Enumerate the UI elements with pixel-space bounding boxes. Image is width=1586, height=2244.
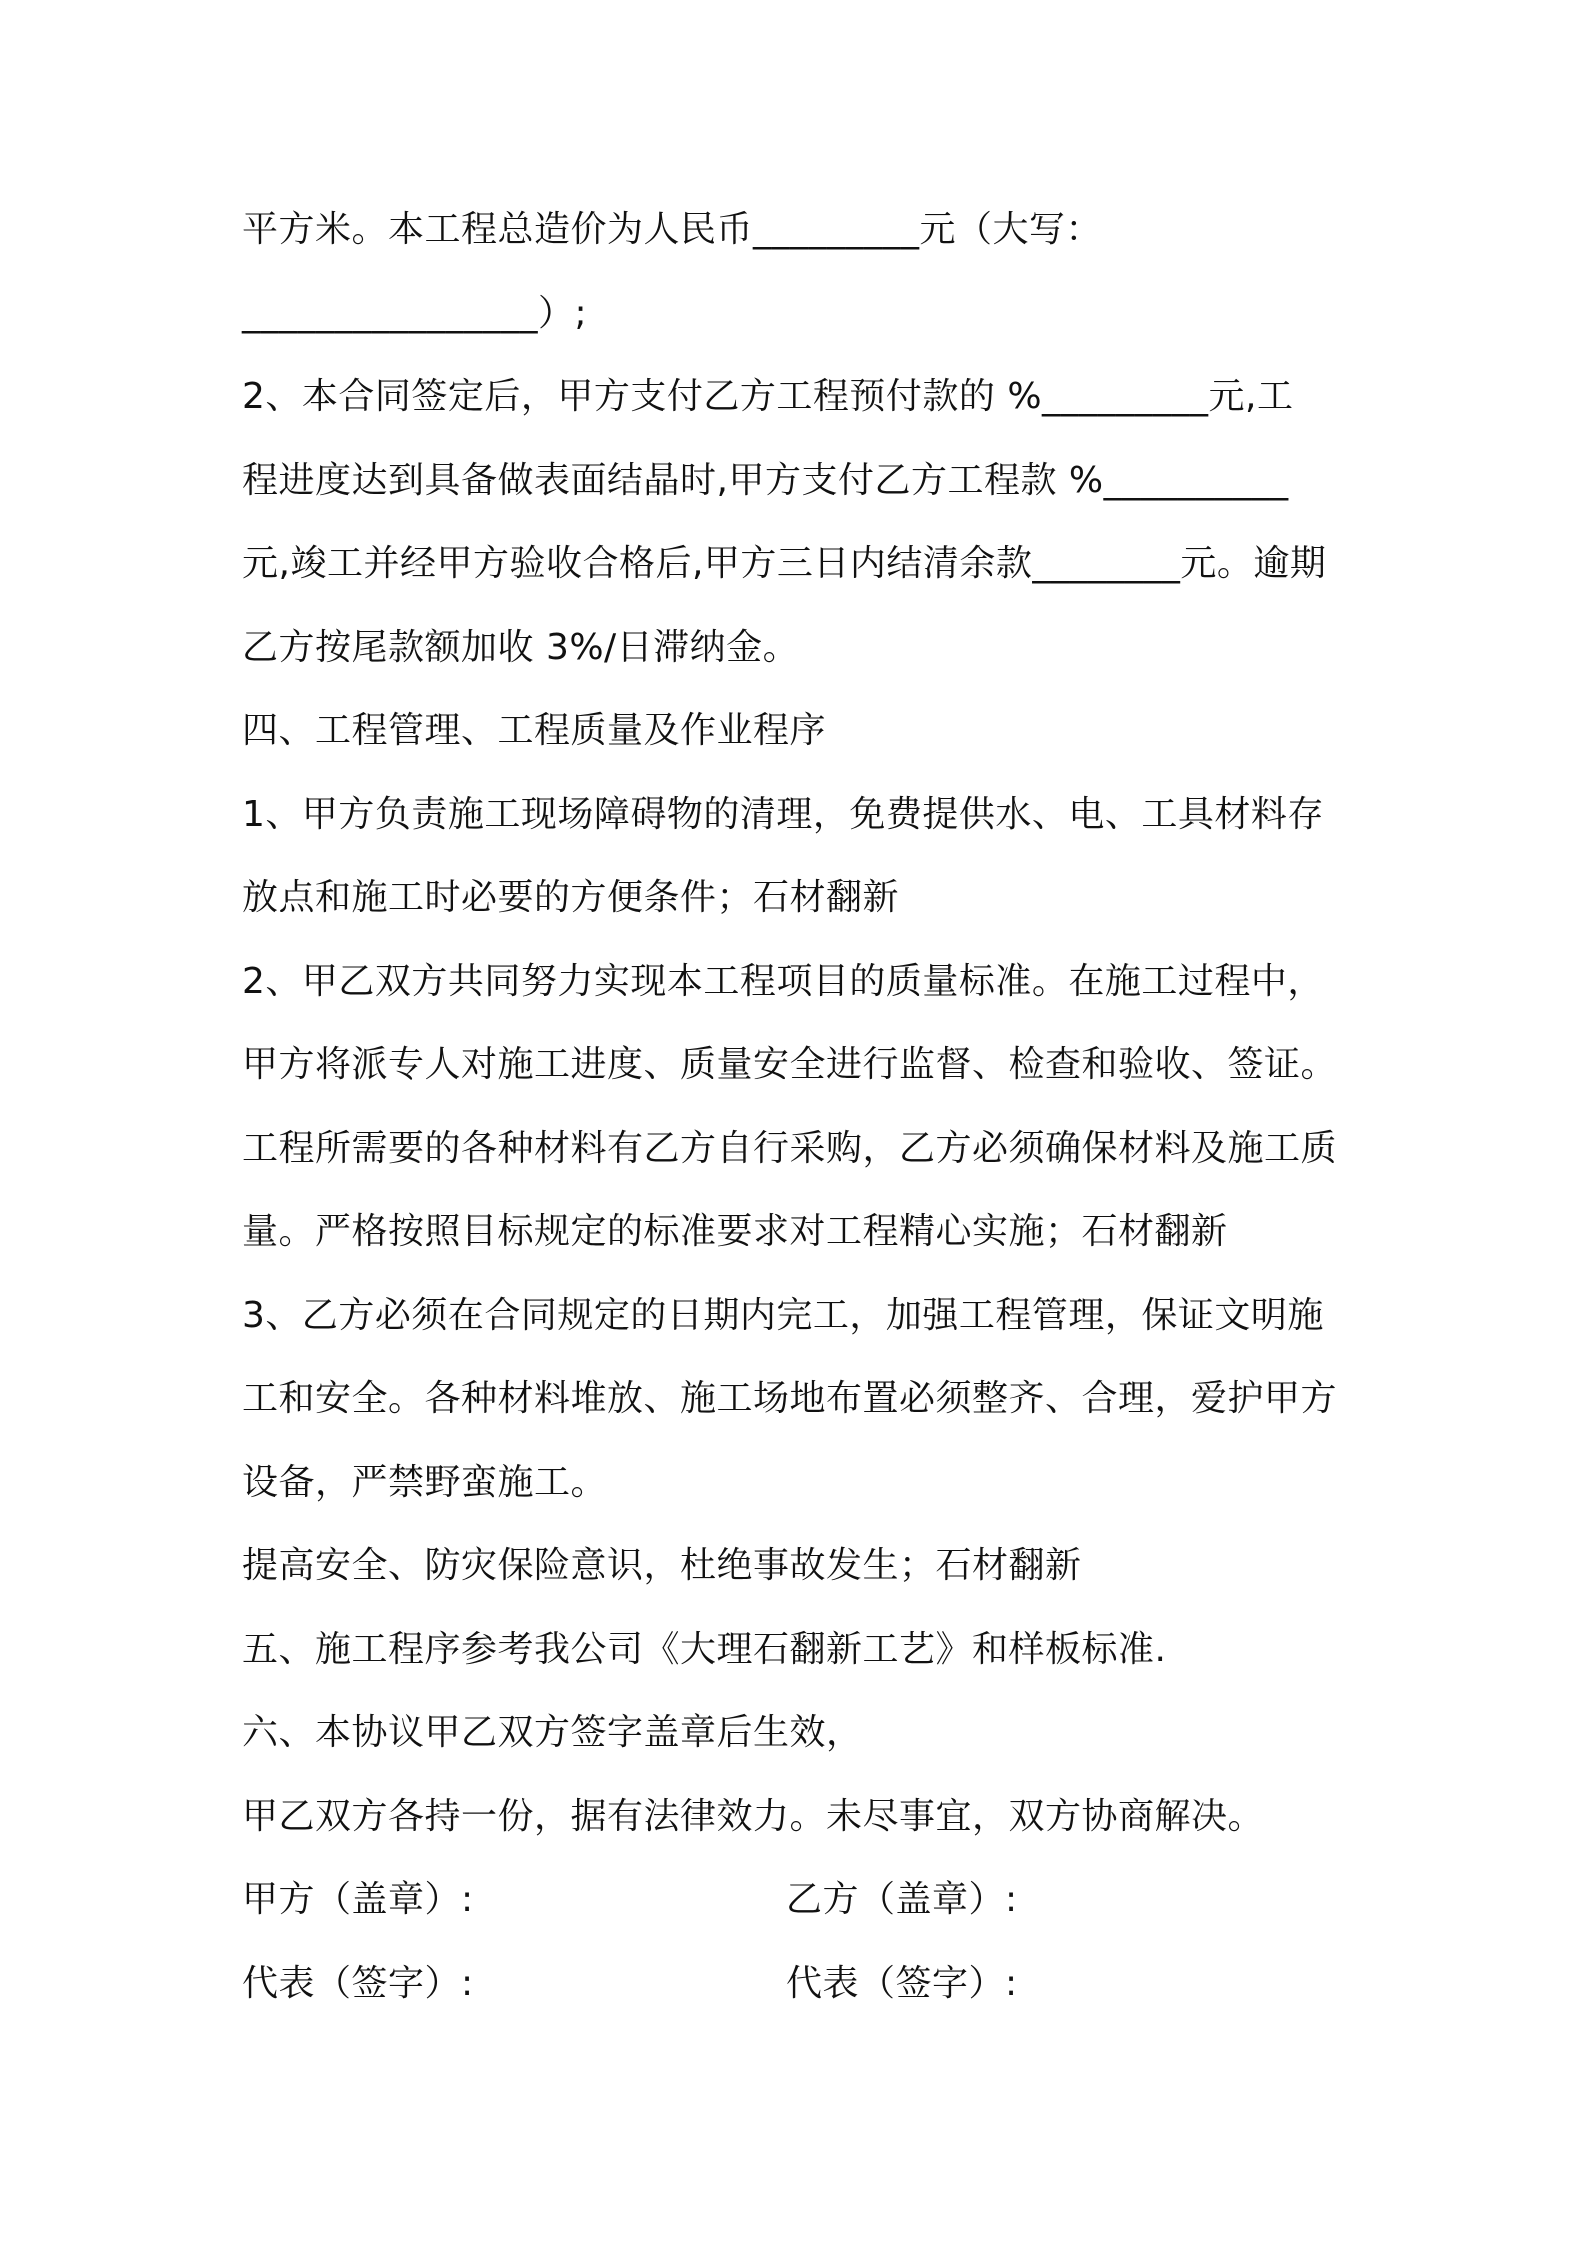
section-heading: 六、本协议甲乙双方签字盖章后生效，: [242, 1712, 863, 1753]
text-line: 3、乙方必须在合同规定的日期内完工，加强工程管理，保证文明施: [242, 1294, 1324, 1336]
party-b-rep-label: 代表（签字）:: [786, 1962, 1018, 2004]
text-line: 工程所需要的各种材料有乙方自行采购，乙方必须确保材料及施工质: [242, 1127, 1338, 1169]
text-line: 乙方按尾款额加收 3%/日滞纳金。: [242, 626, 800, 668]
text-line: 元,竣工并经甲方验收合格后,甲方三日内结清余款________元。逾期: [242, 543, 1327, 584]
party-a-rep-label: 代表（签字）:: [242, 1962, 474, 2004]
text-line: 平方米。本工程总造价为人民币_________元（大写：: [242, 209, 1103, 250]
party-a-seal-label: 甲方（盖章）:: [242, 1879, 474, 1920]
seal-row: [242, 1868, 1362, 1952]
text-line: 2、本合同签定后，甲方支付乙方工程预付款的 %_________元,工: [242, 376, 1294, 417]
party-b-seal-label: 乙方（盖章）:: [786, 1879, 1018, 1920]
signature-row: [242, 1952, 1362, 2036]
text-line: 2、甲乙双方共同努力实现本工程项目的质量标准。在施工过程中，: [242, 960, 1324, 1002]
text-line: 提高安全、防灾保险意识，杜绝事故发生；石材翻新: [242, 1545, 1082, 1586]
text-line: 甲方将派专人对施工进度、质量安全进行监督、检查和验收、签证。: [242, 1044, 1338, 1085]
section-heading: 五、施工程序参考我公司《大理石翻新工艺》和样板标准.: [242, 1628, 1167, 1670]
text-line: ________________）;: [242, 292, 588, 334]
text-line: 量。严格按照目标规定的标准要求对工程精心实施；石材翻新: [242, 1211, 1228, 1252]
text-line: 放点和施工时必要的方便条件；石材翻新: [242, 877, 900, 918]
text-line: 程进度达到具备做表面结晶时,甲方支付乙方工程款 %__________: [242, 459, 1289, 501]
contract-body: [242, 198, 1362, 2035]
section-heading: 四、工程管理、工程质量及作业程序: [242, 710, 827, 751]
text-line: 工和安全。各种材料堆放、施工场地布置必须整齐、合理，爱护甲方: [242, 1378, 1338, 1419]
text-line: 甲乙双方各持一份，据有法律效力。未尽事宜，双方协商解决。: [242, 1795, 1265, 1837]
text-line: 1、甲方负责施工现场障碍物的清理，免费提供水、电、工具材料存: [242, 793, 1324, 835]
text-line: 设备，严禁野蛮施工。: [242, 1461, 608, 1503]
